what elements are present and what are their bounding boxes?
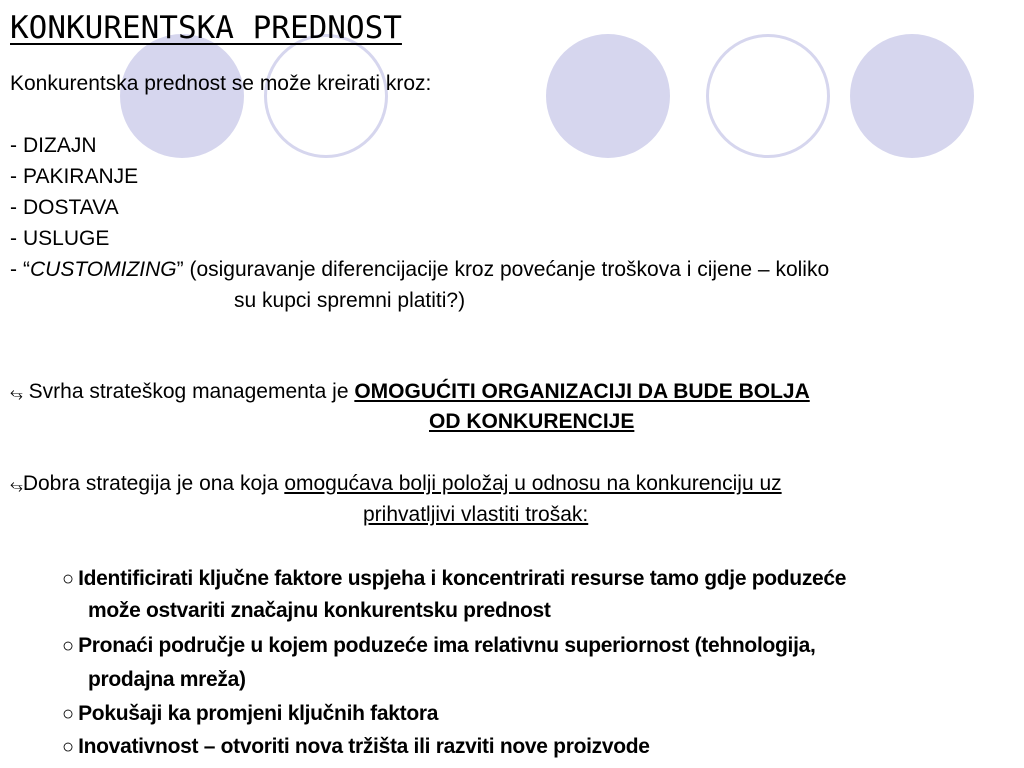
list-item-text: DOSTAVA — [23, 196, 119, 219]
bullet-item — [62, 734, 650, 760]
circle-bullet-icon: ○ — [62, 736, 75, 758]
double-arrow-icon: ⥃ — [10, 383, 23, 402]
list-dash: - — [10, 227, 17, 250]
strategy-line1 — [10, 471, 782, 498]
bullet-item — [62, 633, 816, 659]
bullet-text-line2: može ostvariti značajnu konkurentsku prednost — [88, 599, 551, 622]
bullet-continuation — [88, 667, 246, 693]
list-item — [10, 133, 97, 159]
bullet-text-line2: prodajna mreža) — [88, 668, 246, 691]
open-quote: “ — [23, 258, 30, 281]
customizing-desc-line2: su kupci spremni platiti?) — [234, 289, 466, 312]
double-arrow-icon: ⥃ — [10, 475, 23, 494]
close-quote: ” — [176, 258, 184, 281]
purpose-line1 — [10, 379, 810, 406]
circle-bullet-icon: ○ — [62, 703, 75, 725]
bullet-text-line1: Identificirati ključne faktore uspjeha i koncentrirati resurse tamo gdje poduzeće — [78, 567, 847, 590]
decor-circle-3 — [546, 34, 670, 158]
circle-bullet-icon: ○ — [62, 568, 75, 590]
customizing-term: CUSTOMIZING — [30, 258, 177, 281]
purpose-emphasis-line1: OMOGUĆITI ORGANIZACIJI DA BUDE BOLJA — [354, 380, 810, 403]
decor-circle-4 — [706, 34, 830, 158]
list-dash: - — [10, 165, 17, 188]
purpose-emphasis-line2: OD KONKURENCIJE — [429, 410, 635, 433]
bullet-text-line1: Pokušaji ka promjeni ključnih faktora — [78, 702, 439, 725]
slide-title: KONKURENTSKA PREDNOST — [10, 10, 402, 46]
decor-circle-5 — [850, 34, 974, 158]
strategy-prefix: Dobra strategija je ona koja — [22, 472, 279, 495]
bullet-text-line1: Inovativnost – otvoriti nova tržišta ili razviti nove proizvode — [78, 735, 650, 758]
list-dash: - — [10, 258, 17, 281]
list-item-text: PAKIRANJE — [23, 165, 139, 188]
list-item-text: DIZAJN — [23, 134, 97, 157]
list-item-text: USLUGE — [23, 227, 110, 250]
strategy-underlined-line1: omogućava bolji položaj u odnosu na konkurenciju uz — [284, 472, 782, 495]
bullet-item — [62, 566, 846, 592]
purpose-prefix: Svrha strateškog managementa je — [28, 380, 349, 403]
circle-bullet-icon: ○ — [62, 635, 75, 657]
bullet-text-line1: Pronaći područje u kojem poduzeće ima relativnu superiornost (tehnologija, — [78, 634, 816, 657]
list-item — [10, 226, 109, 252]
list-item-customizing — [10, 257, 829, 283]
intro-text: Konkurentska prednost se može kreirati kroz: — [10, 72, 432, 95]
strategy-underlined-line2: prihvatljivi vlastiti trošak: — [363, 503, 589, 526]
bullet-continuation — [88, 598, 551, 624]
bullet-item — [62, 701, 438, 727]
list-dash: - — [10, 196, 17, 219]
list-dash: - — [10, 134, 17, 157]
list-item — [10, 164, 138, 190]
customizing-desc-line1: (osiguravanje diferencijacije kroz povećanje troškova i cijene – koliko — [189, 258, 830, 281]
list-item — [10, 195, 119, 221]
